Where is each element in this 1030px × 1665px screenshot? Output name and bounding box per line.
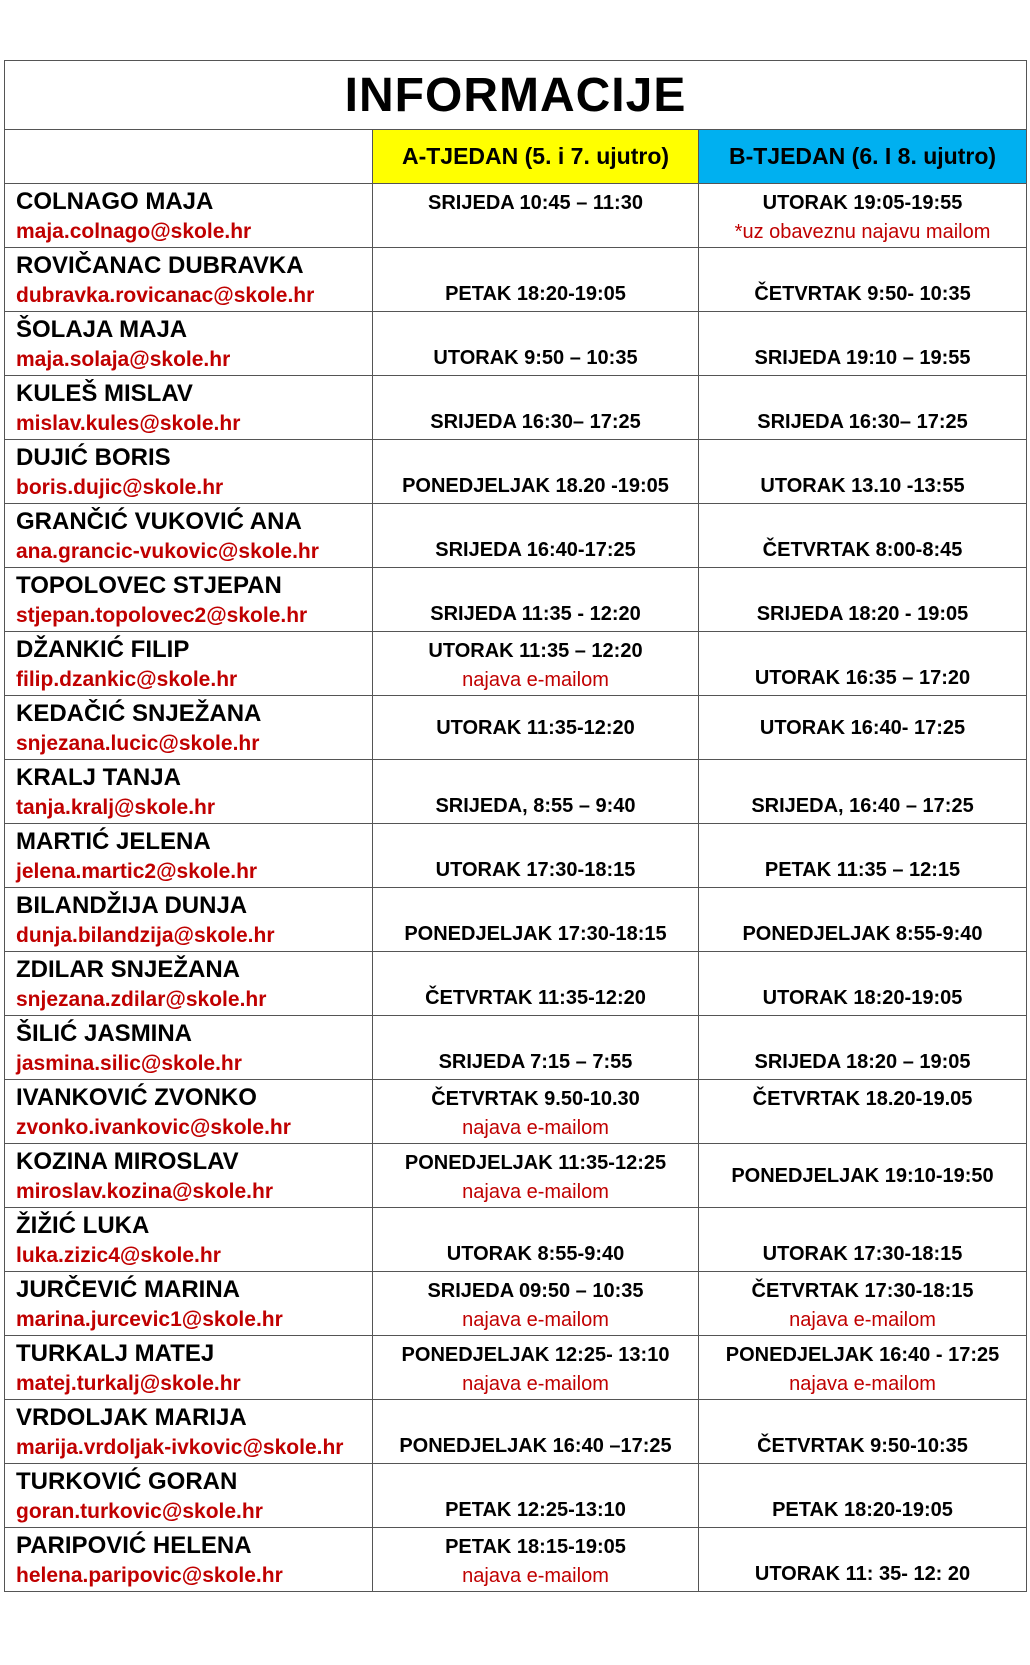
teacher-email-link[interactable]: maja.solaja@skole.hr	[16, 348, 231, 371]
teacher-name: ŠILIĆ JASMINA	[16, 1020, 193, 1047]
teacher-email-link[interactable]: matej.turkalj@skole.hr	[16, 1372, 241, 1395]
teacher-name: ŽIŽIĆ LUKA	[16, 1212, 150, 1239]
table-row	[5, 312, 1027, 376]
teacher-cell	[5, 888, 373, 952]
a-week-slot	[373, 1464, 699, 1528]
consultation-time: PONEDJELJAK 19:10-19:50	[731, 1164, 994, 1187]
teacher-email-link[interactable]: filip.dzankic@skole.hr	[16, 668, 238, 691]
consultation-time: UTORAK 18:20-19:05	[762, 987, 963, 1009]
teacher-name: KOZINA MIROSLAV	[16, 1148, 239, 1175]
consultation-time: SRIJEDA 18:20 - 19:05	[756, 603, 969, 625]
teacher-name: KRALJ TANJA	[16, 764, 181, 791]
table-row	[5, 1400, 1027, 1464]
consultation-time: ČETVRTAK 11:35-12:20	[425, 987, 646, 1009]
consultation-time: PONEDJELJAK 11:35-12:25	[404, 1152, 667, 1174]
table-row	[5, 824, 1027, 888]
a-week-slot	[373, 376, 699, 440]
teacher-email-link[interactable]: miroslav.kozina@skole.hr	[16, 1180, 274, 1203]
header-b-week: B-TJEDAN (6. I 8. ujutro)	[699, 130, 1027, 184]
consultation-time: PONEDJELJAK 16:40 - 17:25	[725, 1344, 1000, 1366]
teacher-cell	[5, 504, 373, 568]
consultation-time: UTORAK 13.10 -13:55	[760, 475, 965, 497]
consultation-time: PETAK 11:35 – 12:15	[764, 859, 961, 881]
table-row	[5, 632, 1027, 696]
teacher-cell	[5, 184, 373, 248]
consultation-note: najava e-mailom	[789, 1309, 936, 1331]
b-week-slot	[699, 1528, 1027, 1592]
teacher-cell	[5, 1400, 373, 1464]
teacher-name: ZDILAR SNJEŽANA	[16, 956, 241, 983]
teacher-cell	[5, 1080, 373, 1144]
consultation-time: ČETVRTAK 9.50-10.30	[431, 1088, 640, 1110]
table-row	[5, 952, 1027, 1016]
teacher-cell	[5, 1144, 373, 1208]
table-row	[5, 1144, 1027, 1208]
teacher-cell	[5, 760, 373, 824]
consultation-note: najava e-mailom	[789, 1373, 936, 1395]
consultation-time: PETAK 18:20-19:05	[772, 1499, 953, 1521]
consultation-time: SRIJEDA 09:50 – 10:35	[427, 1280, 644, 1302]
table-row	[5, 1528, 1027, 1592]
table-row	[5, 1272, 1027, 1336]
consultation-note: najava e-mailom	[462, 669, 609, 691]
teacher-email-link[interactable]: snjezana.zdilar@skole.hr	[16, 988, 267, 1011]
consultation-time: PONEDJELJAK 16:40 –17:25	[399, 1435, 672, 1457]
teacher-name: COLNAGO MAJA	[16, 188, 214, 215]
consultation-time: UTORAK 16:35 – 17:20	[754, 667, 971, 689]
teacher-cell	[5, 248, 373, 312]
b-week-slot	[699, 184, 1027, 248]
table-row	[5, 760, 1027, 824]
consultation-time: UTORAK 17:30-18:15	[762, 1243, 963, 1265]
a-week-slot	[373, 1400, 699, 1464]
b-week-slot	[699, 440, 1027, 504]
header-a-week: A-TJEDAN (5. i 7. ujutro)	[373, 130, 699, 184]
teacher-cell	[5, 952, 373, 1016]
b-week-slot	[699, 1208, 1027, 1272]
teacher-cell	[5, 1208, 373, 1272]
teacher-email-link[interactable]: dunja.bilandzija@skole.hr	[16, 924, 275, 947]
consultation-time: PONEDJELJAK 12:25- 13:10	[401, 1344, 670, 1366]
a-week-slot	[373, 824, 699, 888]
b-week-slot	[699, 1080, 1027, 1144]
teacher-email-link[interactable]: goran.turkovic@skole.hr	[16, 1500, 263, 1523]
b-week-slot	[699, 632, 1027, 696]
consultation-time: PETAK 18:20-19:05	[445, 283, 626, 305]
table-row	[5, 1080, 1027, 1144]
consultation-time: UTORAK 11: 35- 12: 20	[754, 1563, 971, 1585]
teacher-cell	[5, 440, 373, 504]
teacher-name: VRDOLJAK MARIJA	[16, 1404, 247, 1431]
consultation-time: ČETVRTAK 18.20-19.05	[752, 1088, 973, 1110]
teacher-cell	[5, 1272, 373, 1336]
consultation-note: najava e-mailom	[462, 1117, 609, 1139]
a-week-slot	[373, 504, 699, 568]
table-row	[5, 1208, 1027, 1272]
consultation-note: najava e-mailom	[462, 1565, 609, 1587]
teacher-email-link[interactable]: tanja.kralj@skole.hr	[16, 796, 216, 819]
table-row	[5, 504, 1027, 568]
consultation-time: UTORAK 8:55-9:40	[446, 1243, 625, 1265]
teacher-cell	[5, 1336, 373, 1400]
teacher-name: BILANDŽIJA DUNJA	[16, 892, 248, 919]
consultation-time: PETAK 12:25-13:10	[445, 1499, 626, 1521]
a-week-slot	[373, 1016, 699, 1080]
a-week-slot	[373, 1208, 699, 1272]
consultation-time: SRIJEDA 16:30– 17:25	[430, 411, 641, 433]
table-row	[5, 568, 1027, 632]
a-week-slot	[373, 696, 699, 760]
table-row	[5, 1016, 1027, 1080]
teacher-email-link[interactable]: jelena.martic2@skole.hr	[16, 860, 258, 883]
consultation-time: SRIJEDA 16:40-17:25	[435, 539, 636, 561]
teacher-email-link[interactable]: dubravka.rovicanac@skole.hr	[16, 284, 315, 307]
teacher-email-link[interactable]: luka.zizic4@skole.hr	[16, 1244, 221, 1267]
consultation-time: UTORAK 9:50 – 10:35	[433, 347, 638, 369]
consultation-time: ČETVRTAK 9:50- 10:35	[754, 283, 971, 305]
teacher-cell	[5, 824, 373, 888]
table-row	[5, 184, 1027, 248]
consultation-time: UTORAK 17:30-18:15	[435, 859, 636, 881]
b-week-slot	[699, 1016, 1027, 1080]
a-week-slot	[373, 952, 699, 1016]
a-week-slot	[373, 312, 699, 376]
teacher-email-link[interactable]: zvonko.ivankovic@skole.hr	[16, 1116, 291, 1139]
table-row	[5, 1464, 1027, 1528]
a-week-slot	[373, 888, 699, 952]
consultation-schedule-table	[4, 60, 1027, 1592]
consultation-time: PONEDJELJAK 17:30-18:15	[404, 923, 667, 945]
consultation-time: SRIJEDA, 8:55 – 9:40	[435, 795, 636, 817]
teacher-email-link[interactable]: jasmina.silic@skole.hr	[16, 1052, 242, 1075]
table-row	[5, 1336, 1027, 1400]
teacher-name: KEDAČIĆ SNJEŽANA	[16, 700, 262, 727]
teacher-email-link[interactable]: boris.dujic@skole.hr	[16, 476, 224, 499]
teacher-cell	[5, 1528, 373, 1592]
consultation-time: SRIJEDA, 16:40 – 17:25	[751, 795, 974, 817]
consultation-time: SRIJEDA 7:15 – 7:55	[438, 1051, 633, 1073]
table-row	[5, 888, 1027, 952]
teacher-email-link[interactable]: stjepan.topolovec2@skole.hr	[16, 604, 308, 627]
b-week-slot	[699, 888, 1027, 952]
consultation-time: SRIJEDA 18:20 – 19:05	[754, 1051, 971, 1073]
consultation-note: najava e-mailom	[462, 1373, 609, 1395]
consultation-time: UTORAK 11:35 – 12:20	[428, 640, 643, 662]
table-row	[5, 440, 1027, 504]
consultation-note: *uz obaveznu najavu mailom	[734, 221, 991, 243]
teacher-email-link[interactable]: mislav.kules@skole.hr	[16, 412, 241, 435]
consultation-time: SRIJEDA 19:10 – 19:55	[754, 347, 971, 369]
teacher-name: MARTIĆ JELENA	[16, 828, 211, 855]
teacher-name: ŠOLAJA MAJA	[16, 316, 188, 343]
consultation-time: ČETVRTAK 9:50-10:35	[757, 1435, 968, 1457]
b-week-slot	[699, 1464, 1027, 1528]
teacher-cell	[5, 568, 373, 632]
a-week-slot	[373, 440, 699, 504]
page-title: INFORMACIJE	[5, 61, 1027, 130]
teacher-name: GRANČIĆ VUKOVIĆ ANA	[16, 508, 302, 535]
teacher-name: KULEŠ MISLAV	[16, 380, 193, 407]
teacher-name: ROVIČANAC DUBRAVKA	[16, 252, 304, 279]
b-week-slot	[699, 568, 1027, 632]
teacher-name: PARIPOVIĆ HELENA	[16, 1532, 252, 1559]
b-week-slot	[699, 1336, 1027, 1400]
b-week-slot	[699, 248, 1027, 312]
consultation-time: PONEDJELJAK 18.20 -19:05	[402, 475, 669, 497]
consultation-time: SRIJEDA 11:35 - 12:20	[430, 603, 641, 625]
teacher-name: DŽANKIĆ FILIP	[16, 636, 190, 663]
consultation-time: ČETVRTAK 17:30-18:15	[751, 1280, 974, 1302]
teacher-email-link[interactable]: marija.vrdoljak-ivkovic@skole.hr	[16, 1436, 344, 1459]
a-week-slot	[373, 760, 699, 824]
b-week-slot	[699, 312, 1027, 376]
b-week-slot	[699, 696, 1027, 760]
consultation-time: UTORAK 11:35-12:20	[436, 716, 635, 739]
a-week-slot	[373, 1528, 699, 1592]
teacher-email-link[interactable]: helena.paripovic@skole.hr	[16, 1564, 283, 1587]
teacher-name: TURKOVIĆ GORAN	[16, 1468, 238, 1495]
b-week-slot	[699, 824, 1027, 888]
b-week-slot	[699, 952, 1027, 1016]
b-week-slot	[699, 1272, 1027, 1336]
teacher-cell	[5, 696, 373, 760]
b-week-slot	[699, 376, 1027, 440]
a-week-slot	[373, 568, 699, 632]
consultation-time: UTORAK 19:05-19:55	[762, 192, 963, 214]
a-week-slot	[373, 1272, 699, 1336]
table-row	[5, 696, 1027, 760]
a-week-slot	[373, 1080, 699, 1144]
teacher-email-link[interactable]: snjezana.lucic@skole.hr	[16, 732, 260, 755]
teacher-name: DUJIĆ BORIS	[16, 444, 171, 471]
b-week-slot	[699, 1144, 1027, 1208]
teacher-email-link[interactable]: ana.grancic-vukovic@skole.hr	[16, 540, 319, 563]
consultation-time: UTORAK 16:40- 17:25	[759, 716, 966, 739]
teacher-cell	[5, 312, 373, 376]
consultation-time: PONEDJELJAK 8:55-9:40	[742, 923, 983, 945]
teacher-name: JURČEVIĆ MARINA	[16, 1276, 241, 1303]
consultation-time: ČETVRTAK 8:00-8:45	[762, 539, 963, 561]
consultation-note: najava e-mailom	[462, 1181, 609, 1203]
teacher-name: IVANKOVIĆ ZVONKO	[16, 1084, 257, 1111]
a-week-slot	[373, 1336, 699, 1400]
teacher-cell	[5, 632, 373, 696]
table-row	[5, 376, 1027, 440]
header-empty-cell	[5, 130, 373, 184]
consultation-note: najava e-mailom	[462, 1309, 609, 1331]
b-week-slot	[699, 504, 1027, 568]
table-row	[5, 248, 1027, 312]
teacher-cell	[5, 1464, 373, 1528]
teacher-cell	[5, 1016, 373, 1080]
a-week-slot	[373, 1144, 699, 1208]
b-week-slot	[699, 1400, 1027, 1464]
a-week-slot	[373, 248, 699, 312]
a-week-slot	[373, 184, 699, 248]
teacher-name: TURKALJ MATEJ	[16, 1340, 215, 1367]
teacher-email-link[interactable]: marina.jurcevic1@skole.hr	[16, 1308, 283, 1331]
consultation-time: SRIJEDA 16:30– 17:25	[757, 411, 968, 433]
teacher-email-link[interactable]: maja.colnago@skole.hr	[16, 220, 252, 243]
consultation-time: SRIJEDA 10:45 – 11:30	[428, 192, 643, 214]
b-week-slot	[699, 760, 1027, 824]
a-week-slot	[373, 632, 699, 696]
teacher-cell	[5, 376, 373, 440]
consultation-time: PETAK 18:15-19:05	[445, 1536, 626, 1558]
teacher-name: TOPOLOVEC STJEPAN	[16, 572, 282, 599]
